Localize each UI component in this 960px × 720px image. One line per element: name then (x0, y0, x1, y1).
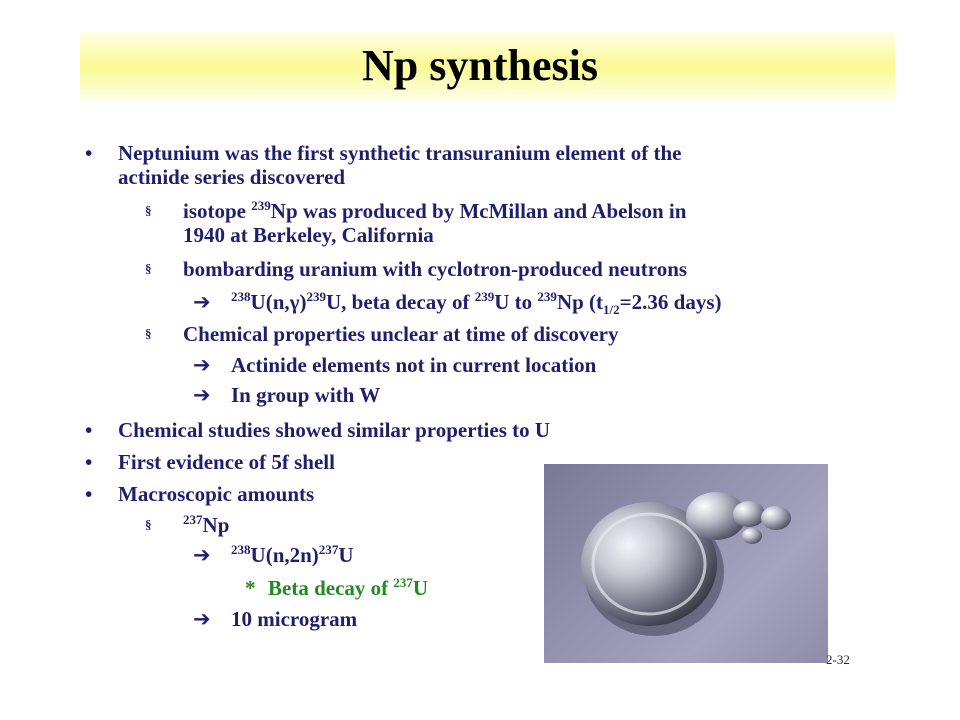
microgram-line: 10 microgram (231, 607, 358, 631)
chemical-studies-line: Chemical studies showed similar properties to U (118, 418, 551, 442)
chemical-unclear-line: Chemical properties unclear at time of discovery (183, 322, 619, 346)
sub-bullet-marker: § (145, 203, 152, 218)
arrow-bullet-icon: ➔ (193, 607, 211, 631)
macroscopic-line: Macroscopic amounts (118, 482, 315, 506)
arrow-bullet-icon: ➔ (193, 543, 211, 567)
sub-bullet-marker: § (145, 517, 152, 532)
arrow-bullet-icon: ➔ (193, 290, 211, 314)
arrow-bullet-icon: ➔ (193, 353, 211, 377)
actinide-location-line: Actinide elements not in current location (231, 353, 597, 377)
star-bullet-marker: * (245, 576, 256, 600)
arrow-bullet-icon: ➔ (193, 383, 211, 407)
slide-title: Np synthesis (362, 41, 598, 90)
tiny-blob (742, 528, 762, 544)
bullet-marker: • (85, 482, 93, 506)
isotope-second-line: 1940 at Berkeley, California (183, 223, 434, 247)
neptunium-metal-photo (544, 464, 828, 663)
group-w-line: In group with W (231, 383, 381, 407)
u238-reaction-line: $^{238}U(n,2n)^{237}U$ (231, 542, 354, 567)
bullet-marker: • (85, 418, 93, 442)
bullet-marker: • (85, 141, 93, 165)
sub-bullet-marker: § (145, 326, 152, 341)
np237-line: $^{237}$Np (183, 512, 230, 537)
first-evidence-line: First evidence of 5f shell (118, 450, 335, 474)
small-blob (761, 506, 791, 530)
reaction-line: $^{238}U(n,\gamma)^{239}U$, beta decay of $^{239}$U to $^{239}$Np ($t_{1/2}=2.36$ days) (231, 289, 722, 318)
bullet-marker: • (85, 450, 93, 474)
sub-bullet-marker: § (145, 261, 152, 276)
neptunium-second-line: actinide series discovered (118, 165, 346, 189)
bombarding-line: bombarding uranium with cyclotron-produced neutrons (183, 257, 688, 281)
page-number: 2-32 (826, 652, 850, 667)
neptunium-first-line: Neptunium was the first synthetic transuranium element of the (118, 141, 682, 165)
isotope-line: isotope $^{239}$Np was produced by McMillan and Abelson in (183, 198, 687, 223)
beta-decay-line: Beta decay of $^{237}$U (268, 575, 429, 600)
metal-blob-image (544, 464, 828, 663)
small-blob (733, 501, 765, 527)
